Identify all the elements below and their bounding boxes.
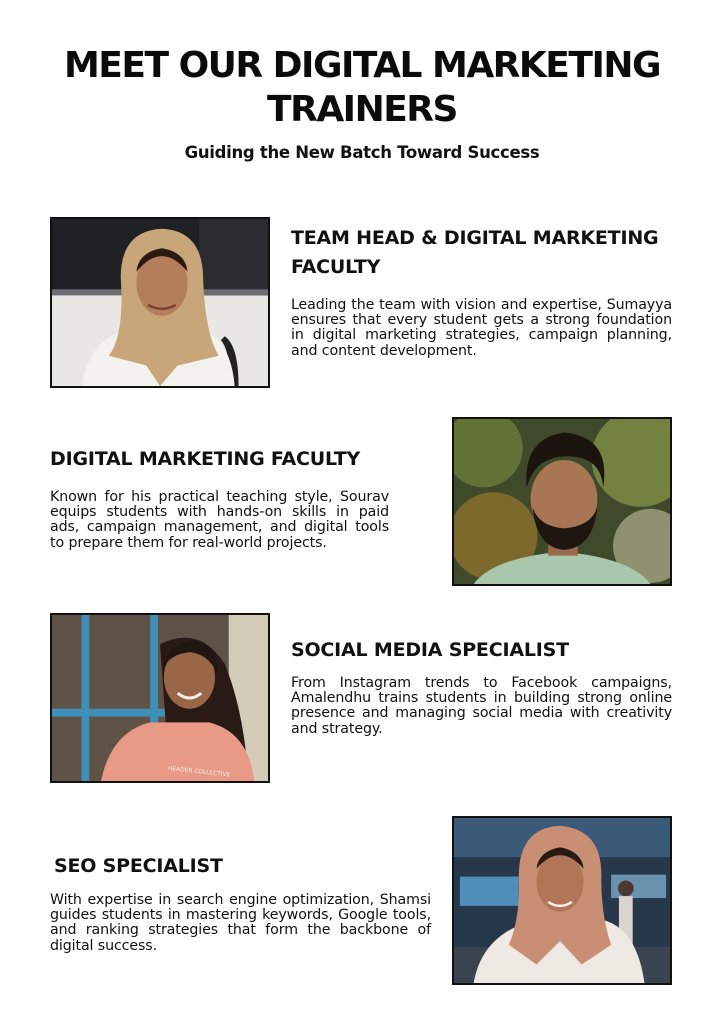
trainer-photo-digital-marketing-faculty [452, 417, 672, 586]
trainer-photo-team-head [50, 217, 270, 388]
page-title [0, 44, 724, 132]
trainer-description-team-head: Leading the team with vision and expertise, Sumayya ensures that every student gets a strong foundation in digital marketing strategies, campaign planning, and content development. [291, 297, 672, 359]
tshirt-print-text: HEADER COLLECTIVE [167, 766, 231, 779]
trainer-role-team-head [291, 224, 691, 282]
page-title-line2: TRAINERS [267, 89, 457, 130]
trainer-description-social-media-specialist: From Instagram trends to Facebook campaigns, Amalendhu trains students in building strong online presence and managing social media with creativity and strategy. [291, 675, 672, 737]
trainer-role-social-media-specialist: SOCIAL MEDIA SPECIALIST [291, 639, 569, 661]
trainer-description-seo-specialist: With expertise in search engine optimization, Shamsi guides students in mastering keywords, Google tools, and ranking strategies that form the backbone of digital success. [50, 892, 431, 954]
trainer-role-seo-specialist: SEO SPECIALIST [54, 855, 223, 877]
trainer-photo-seo-specialist [452, 816, 672, 985]
page-subtitle: Guiding the New Batch Toward Success [184, 143, 540, 162]
page-title-line1: MEET OUR DIGITAL MARKETING [63, 45, 661, 86]
trainer-role-digital-marketing-faculty: DIGITAL MARKETING FACULTY [50, 448, 361, 470]
trainer-role-team-head-line2: FACULTY [291, 256, 381, 278]
trainer-photo-social-media-specialist [50, 613, 270, 783]
trainer-description-digital-marketing-faculty: Known for his practical teaching style, Sourav equips students with hands-on skills in paid ads, campaign management, and digital tools to prepare them for real-world projects. [50, 489, 389, 551]
trainer-role-team-head-line1: TEAM HEAD & DIGITAL MARKETING [291, 227, 659, 249]
